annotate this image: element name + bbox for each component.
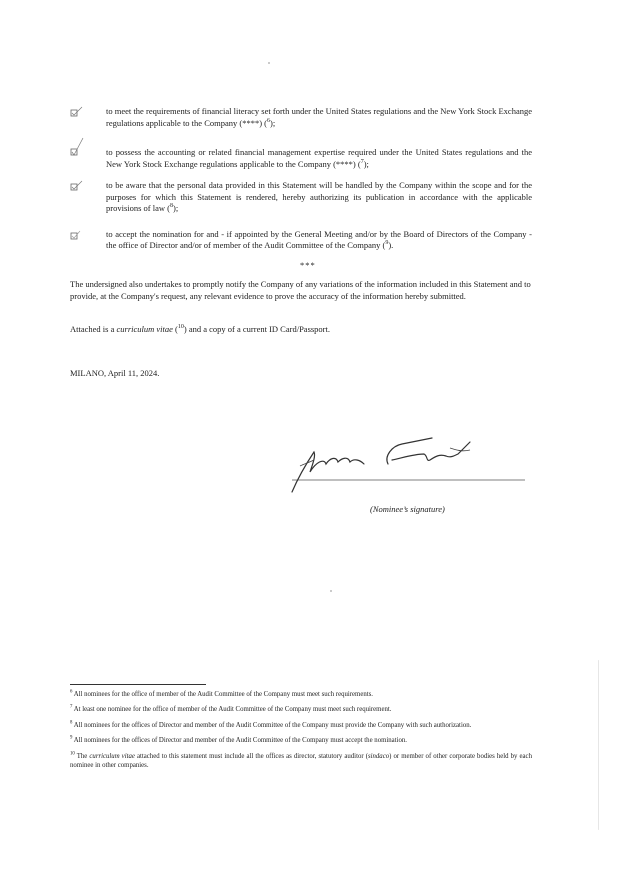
checked-box-icon (70, 106, 84, 118)
footnote-10: $^{10}$ The curriculum vitae attached to this statement must include all the offices as director, statutory auditor (sindaco) or member of other corporate bodies held by each nominee in other companies. (70, 751, 532, 770)
checklist-item-accounting-expertise (70, 147, 532, 170)
checklist-item-personal-data (70, 180, 532, 215)
footnote-9: $^9$ All nominees for the offices of Director and member of the Audit Committee of the Company must accept the nomination. (70, 735, 407, 745)
footnote-divider (70, 684, 206, 685)
section-separator: *** (300, 260, 316, 270)
scan-edge-mark (598, 660, 599, 830)
signature-caption: (Nominee’s signature) (370, 504, 445, 514)
checklist-item-text: to be aware that the personal data provided in this Statement will be handled by the Company within the scope and for the purposes for which this Statement is rendered, hereby authorizing its publication in accordance with the applicable provisions of law ($^8$); (106, 180, 532, 213)
attachments-paragraph: Attached is a curriculum vitae ($^{10}$) and a copy of a current ID Card/Passport. (70, 324, 330, 334)
checklist-item-text: to possess the accounting or related financial management expertise required under the United States regulations and the New York Stock Exchange regulations applicable to the Company (****) ($^7$); (106, 147, 532, 169)
footnote-8: $^8$ All nominees for the offices of Director and member of the Audit Committee of the Company must provide the Company with such authorization. (70, 720, 472, 729)
signature-area (280, 420, 530, 500)
place-and-date: MILANO, April 11, 2024. (70, 368, 160, 378)
checklist-item-text: to accept the nomination for and - if appointed by the General Meeting and/or by the Board of Directors of the Company - the office of Director and/or of member of the Audit Committee of the Company ($^9$). (106, 228, 532, 250)
scan-speck (330, 590, 332, 592)
handwritten-signature (280, 420, 530, 500)
footnotes (70, 690, 532, 776)
footnote-6: $^6$ All nominees for the office of member of the Audit Committee of the Company must meet such requirements. (70, 689, 373, 698)
checklist-item-accept-nomination (70, 229, 532, 252)
checklist-item-financial-literacy (70, 106, 532, 129)
footnote-7: $^7$ At least one nominee for the office of member of the Audit Committee of the Company must meet such requirement. (70, 705, 392, 714)
checklist-item-text: to meet the requirements of financial literacy set forth under the United States regulations and the New York Stock Exchange regulations applicable to the Company (****) ($^6$); (106, 106, 532, 128)
checked-box-icon (70, 137, 84, 159)
scan-speck (268, 62, 270, 64)
declaration-checklist (70, 106, 532, 262)
checked-box-icon (70, 180, 84, 192)
checked-box-icon (70, 229, 84, 241)
undertaking-paragraph: The undersigned also undertakes to promptly notify the Company of any variations of the information included in this Statement and to provide, at the Company's request, any relevant evidence to prove the accuracy of the information hereby submitted. (70, 279, 531, 301)
